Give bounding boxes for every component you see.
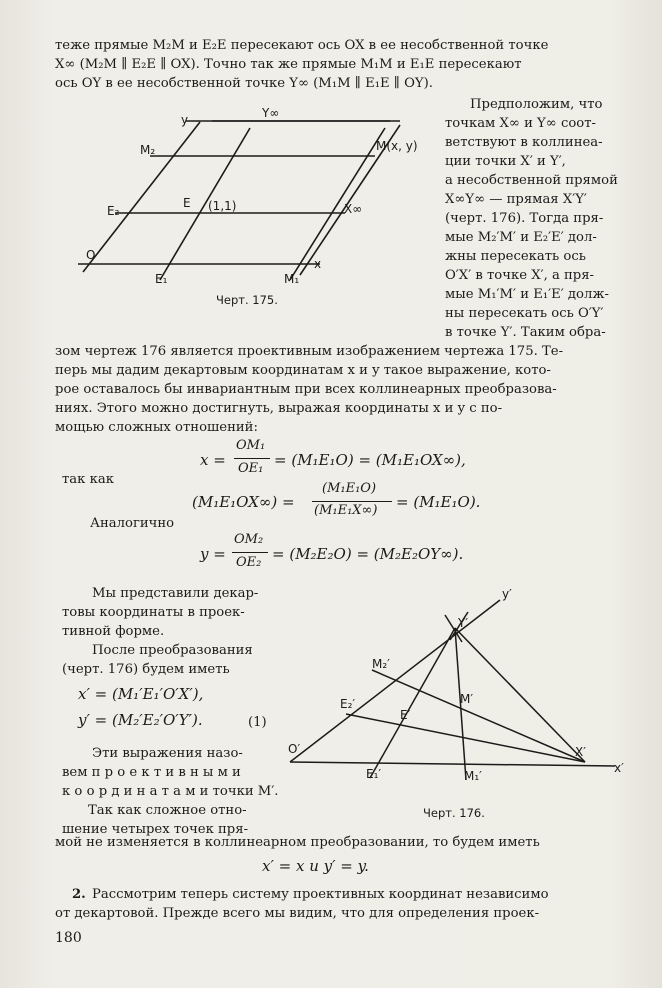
label-xprime: X′ bbox=[575, 745, 586, 759]
label-yprime-axis: y′ bbox=[502, 587, 512, 601]
label-m2prime: M₂′ bbox=[372, 657, 390, 671]
label-mprime: M′ bbox=[460, 692, 474, 706]
formula-yprime: y′ = (M₂′E₂′O′Y′). bbox=[78, 711, 203, 729]
page-number: 180 bbox=[55, 930, 82, 946]
label-m2: M₂ bbox=[140, 143, 156, 157]
text-line: X∞Y∞ — прямая X′Y′ bbox=[445, 192, 587, 207]
yprime-e1-line bbox=[370, 628, 455, 778]
figure-175-caption: Черт. 175. bbox=[216, 293, 278, 307]
text-line: мощью сложных отношений: bbox=[55, 420, 258, 435]
formula-number: (1) bbox=[248, 715, 267, 730]
label-x: x bbox=[314, 257, 322, 271]
label-yinf: Y∞ bbox=[262, 106, 280, 120]
text-line: теже прямые M₂M и E₂E пересекают ось OX в ее несобственной точке bbox=[55, 38, 549, 53]
text-line: товы координаты в проек- bbox=[62, 605, 245, 620]
text-line: от декартовой. Прежде всего мы видим, что для определения проек- bbox=[55, 906, 540, 921]
text-line: После преобразования bbox=[92, 643, 253, 658]
text-line: ось OY в ее несобственной точке Y∞ (M₁M ∥ E₁E ∥ OY). bbox=[55, 76, 433, 91]
y-axis-prime bbox=[290, 600, 500, 762]
text-line: шение четырех точек пря- bbox=[62, 822, 249, 837]
label-e: E bbox=[183, 196, 191, 210]
paragraph-number: 2. bbox=[72, 887, 86, 902]
label-xinf: X∞ bbox=[344, 202, 363, 216]
label-xaxis: x′ bbox=[614, 761, 624, 775]
text-line: мой не изменяется в коллинеарном преобразовании, то будем иметь bbox=[55, 835, 540, 850]
label-e2: E₂ bbox=[107, 204, 120, 218]
label-e1prime: E₁′ bbox=[366, 767, 382, 781]
formula-equal: x′ = x и y′ = y. bbox=[262, 857, 369, 875]
xprime-m2-line bbox=[372, 670, 585, 762]
text-line: мые M₂′M′ и E₂′E′ дол- bbox=[445, 230, 597, 245]
label-m1: M₁ bbox=[284, 272, 300, 286]
text-line: ветствуют в коллинеа- bbox=[445, 135, 603, 150]
text-line: Так как сложное отно- bbox=[88, 803, 247, 818]
text-line: а несобственной прямой bbox=[445, 173, 618, 188]
text-line: Аналогично bbox=[90, 516, 175, 531]
text-line: в точке Y′. Таким обра- bbox=[445, 325, 606, 340]
y-axis bbox=[83, 122, 200, 272]
label-e11: (1,1) bbox=[208, 199, 237, 213]
xprime-e2-line bbox=[346, 714, 585, 762]
text-line: Предположим, что bbox=[470, 97, 603, 112]
text-line: (черт. 176). Тогда пря- bbox=[445, 211, 604, 226]
text-line: тивной форме. bbox=[62, 624, 165, 639]
text-line: рое оставалось бы инвариантным при всех коллинеарных преобразова- bbox=[55, 382, 557, 397]
e1-e-line bbox=[160, 128, 250, 280]
figure-176-caption: Черт. 176. bbox=[423, 806, 485, 820]
text-line: ниях. Этого можно достигнуть, выражая координаты x и y с по- bbox=[55, 401, 503, 416]
text-line: Рассмотрим теперь систему проективных координат независимо bbox=[92, 887, 549, 902]
text-line: O′X′ в точке X′, а пря- bbox=[445, 268, 595, 283]
x-axis-prime bbox=[290, 762, 615, 766]
yprime-xprime-line bbox=[455, 628, 585, 762]
text-line: вем п р о е к т и в н ы м и bbox=[62, 765, 241, 780]
xinf-line bbox=[300, 125, 400, 275]
formula-xprime: x′ = (M₁′E₁′O′X′), bbox=[78, 685, 204, 703]
text-line: (черт. 176) будем иметь bbox=[62, 662, 230, 677]
text-line: ции точки X′ и Y′, bbox=[445, 154, 566, 169]
label-yprime: Y′ bbox=[458, 616, 469, 630]
text-line: так как bbox=[62, 472, 114, 487]
text-line: X∞ (M₂M ∥ E₂E ∥ OX). Точно так же прямые M₁M и E₁E пересекают bbox=[55, 57, 522, 72]
yprime-m1-line bbox=[455, 628, 466, 780]
text-line: мые M₁′M′ и E₁′E′ долж- bbox=[445, 287, 609, 302]
text-line: Эти выражения назо- bbox=[92, 746, 243, 761]
text-line: точкам X∞ и Y∞ соот- bbox=[445, 116, 596, 131]
label-e2prime: E₂′ bbox=[340, 697, 356, 711]
text-line: зом чертеж 176 является проективным изображением чертежа 175. Те- bbox=[55, 344, 564, 359]
text-line: Мы представили декар- bbox=[92, 586, 259, 601]
label-m1prime: M₁′ bbox=[464, 769, 482, 783]
label-m: M(x, y) bbox=[376, 139, 418, 153]
book-page: теже прямые M₂M и E₂E пересекают ось OX в ее несобственной точке X∞ (M₂M ∥ E₂E ∥ OX). Точно так же прямые M₁M и E₁E пересекают ось OY в ее несобственной точке Y∞ (M₁M ∥ E₁E ∥ OY). y Y∞ M₂ M(x, y) E₂ E (1,1) X∞ O x E₁ M₁ Черт. 175. Предположим, что точкам X∞ и Y∞ соот- ветствуют в коллинеа- ции точки X′ и Y′, а несобственной прямой X∞Y∞ — прямая X′Y′ (черт. 176). Тогда пря- мые M₂′M′ и E₂′E′ дол- жны пересекать ось O′X′ в точке X′, а пря- мые M₁′M′ и E₁′E′ долж- ны пересекать ось O′Y′ в точке Y′. Таким обра- зом чертеж 176 является проективным изображением чертежа 175. Те- перь мы дадим декартовым координатам x и y такое выражение, кото- рое оставалось бы инвариантным при всех коллинеарных преобразова- ниях. Этого можно достигнуть, выражая координаты x и y с по- мощью сложных отношений: x = OM₁ OE₁ = (M₁E₁O) = (M₁E₁OX∞), так как (M₁E₁OX∞) = (M₁E₁O) (M₁E₁X∞) = (M₁E₁O). Аналогично y = OM₂ OE₂ = (M₂E₂O) = (M₂E₂OY∞). Мы представили декар- товы координаты в проек- тивной форме. После преобразования (черт. 176) будем иметь x′ = (M₁′E₁′O′X′), y′ = (M₂′E₂′O′Y′). (1) Эти выражения назо- вем п р о е к т и в н ы м и к о о р д и н а т а м и точки M′. Так как сложное отно- шение четырех точек пря- y′ Y′ M₂′ E₂′ E′ M′ O′ X′ x′ E₁′ M₁′ Черт. 176. мой не изменяется в коллинеарном преобразовании, то будем иметь x′ = x и y′ = y. 2. Рассмотрим теперь систему проективных координат независимо от декартовой. Прежде всего мы видим, что для определения проек- 180 bbox=[0, 0, 662, 988]
label-e1: E₁ bbox=[155, 272, 168, 286]
label-y: y bbox=[181, 113, 189, 127]
text-line: жны пересекать ось bbox=[445, 249, 586, 264]
m1-m-line bbox=[290, 128, 385, 280]
label-oprime: O′ bbox=[288, 742, 301, 756]
label-o: O bbox=[86, 248, 96, 262]
text-line: ны пересекать ось O′Y′ bbox=[445, 306, 604, 321]
label-eprime: E′ bbox=[400, 708, 411, 722]
text-line: перь мы дадим декартовым координатам x и y такое выражение, кото- bbox=[55, 363, 551, 378]
text-line: к о о р д и н а т а м и точки M′. bbox=[62, 784, 279, 799]
